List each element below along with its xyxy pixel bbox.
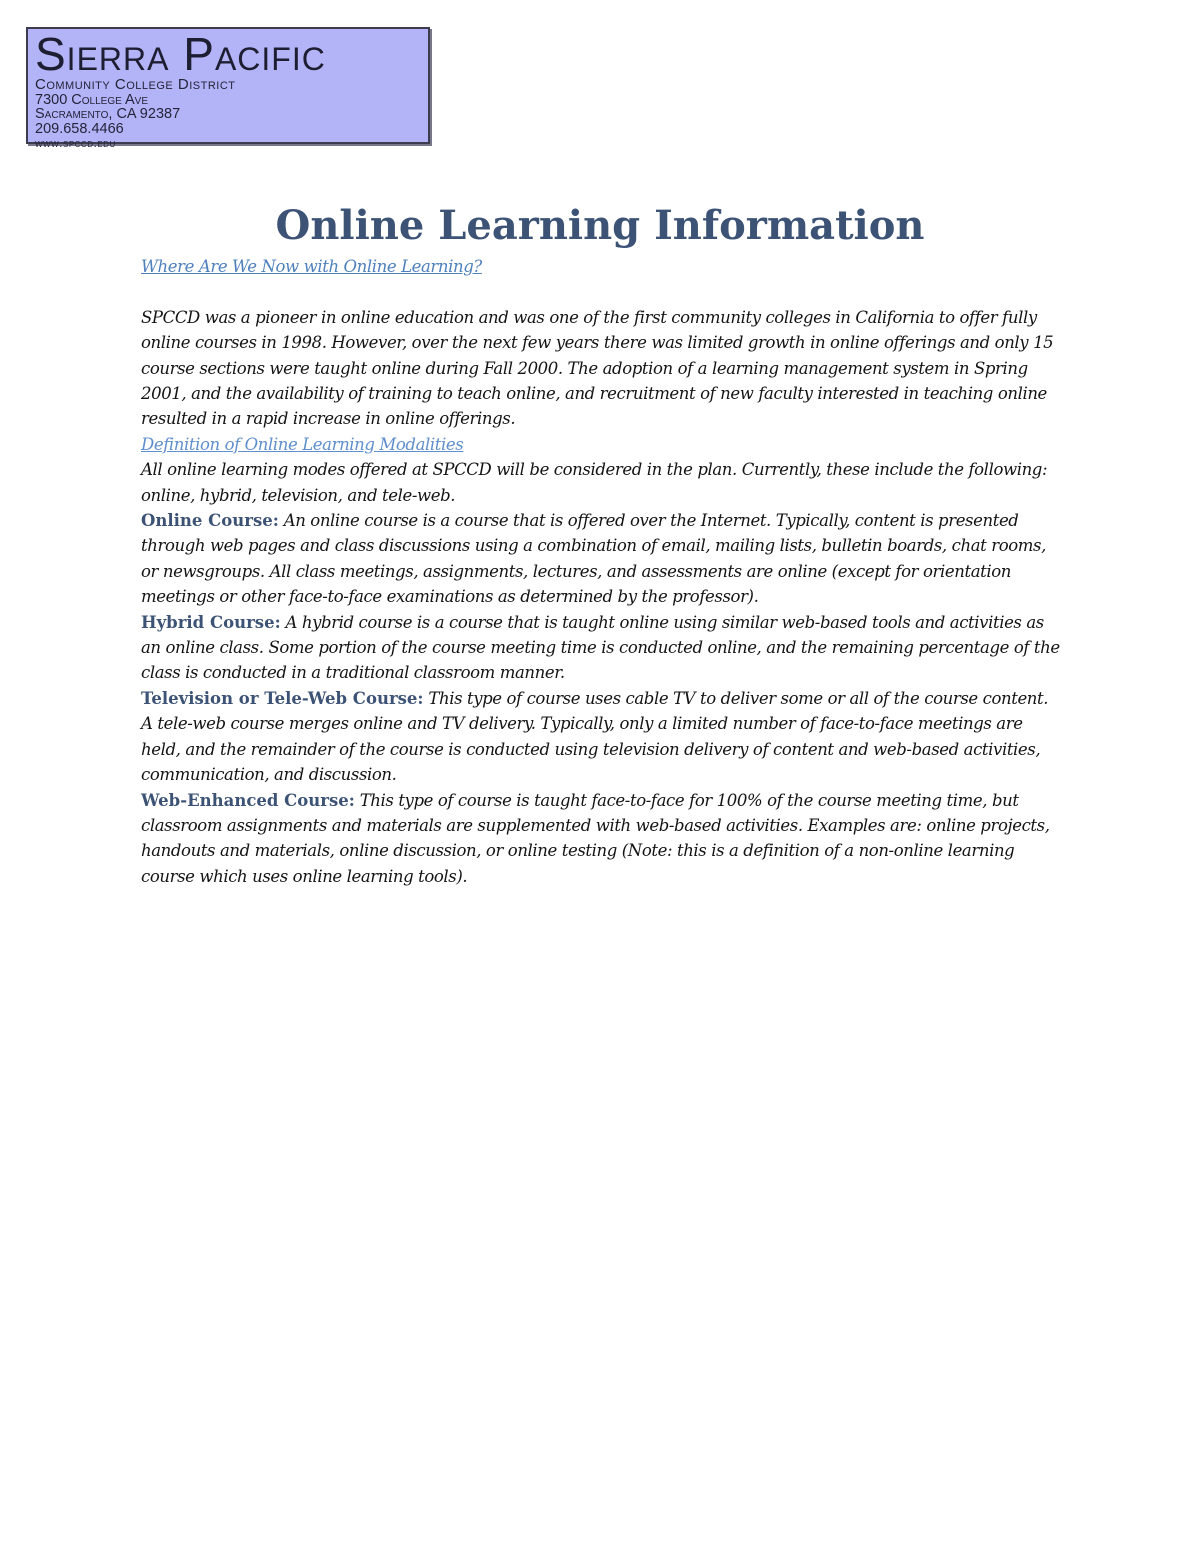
paragraph-spacer (141, 279, 1061, 304)
definition-online-course (141, 508, 1061, 610)
definition-term: Television or Tele-Web Course: (141, 688, 424, 708)
section-heading-where-are-we-now[interactable]: Where Are We Now with Online Learning? (141, 257, 482, 276)
address-line-1: 7300 College Ave (35, 91, 149, 108)
document-body (141, 254, 1061, 889)
definition-text: This type of course is taught face-to-face for 100% of the course meeting time, but classroom assignments and materials are supplemented with web-based activities. Examples are: online projects, handouts and materials, online discussion, or online testing (Note: this is a definition of a non-online learning course which uses online learning tools). (141, 790, 1050, 886)
page-title: Online Learning Information (275, 202, 925, 249)
section-paragraph-history: SPCCD was a pioneer in online education and was one of the first community colleges in California to offer fully online courses in 1998. However, over the next few years there was limited growth in online offerings and only 15 course sections were taught online during Fall 2000. The adoption of a learning management system in Spring 2001, and the availability of training to teach online, and recruitment of new faculty interested in teaching online resulted in a rapid increase in online offerings. (141, 307, 1054, 429)
definition-text: A hybrid course is a course that is taught online using similar web-based tools and activities as an online class. Some portion of the course meeting time is conducted online, and the remaining percentage of the class is conducted in a traditional classroom manner. (141, 612, 1060, 683)
definition-term: Hybrid Course: (141, 612, 281, 632)
definition-hybrid-course (141, 610, 1061, 686)
organization-name: Sierra Pacific (35, 28, 326, 80)
definition-television-course (141, 686, 1061, 788)
definition-text: This type of course uses cable TV to deliver some or all of the course content. A tele-web course merges online and TV delivery. Typically, only a limited number of face-to-face meetings are held, and the remainder of the course is conducted using television delivery of content and web-based activities, communication, and discussion. (141, 688, 1049, 785)
definition-term: Online Course: (141, 511, 279, 531)
district-name: Community College District (35, 76, 236, 93)
section-heading-modalities[interactable]: Definition of Online Learning Modalities (141, 434, 464, 454)
definition-text: An online course is a course that is offered over the Internet. Typically, content is presented through web pages and class discussions using a combination of email, mailing lists, bulletin boards, chat rooms, or newsgroups. All class meetings, assignments, lectures, and assessments are online (except for orientation meetings or other face-to-face examinations as determined by the professor). (141, 511, 1046, 607)
letterhead-logo (26, 27, 430, 150)
definition-web-enhanced-course (141, 788, 1061, 890)
website-address: www.spccd.edu (35, 136, 116, 150)
phone-number: 209.658.4466 (35, 120, 124, 137)
section-paragraph-modalities: All online learning modes offered at SPCCD will be considered in the plan. Currently, these include the following: online, hybrid, television, and tele-web. (141, 460, 1048, 505)
address-line-2: Sacramento, CA 92387 (35, 106, 181, 122)
definition-term: Web-Enhanced Course: (141, 790, 355, 810)
